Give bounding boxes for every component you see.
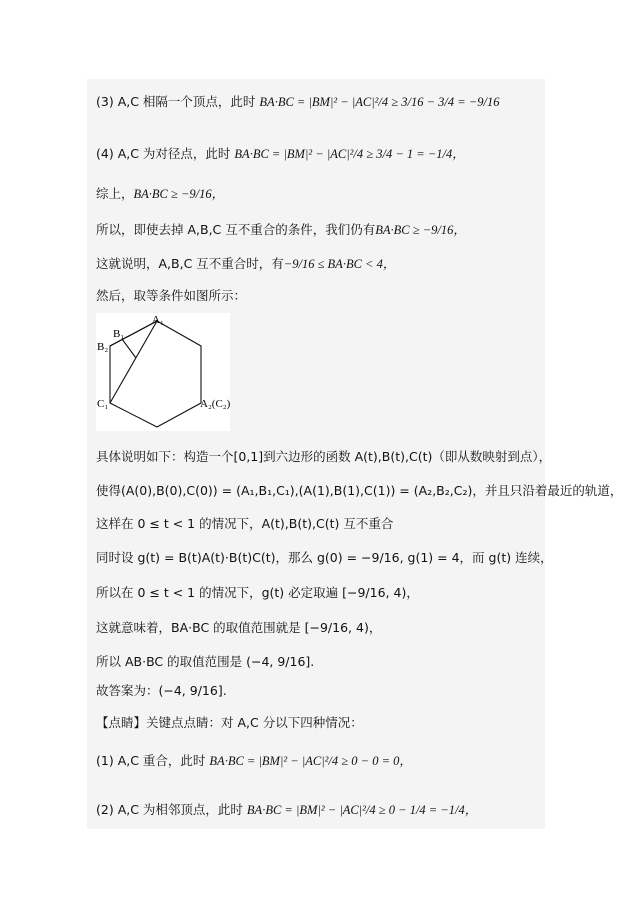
line-range: 这就说明，A,B,C 互不重合时，有−9/16 ≤ BA·BC < 4， — [96, 256, 396, 271]
segment-b1-foot — [122, 339, 136, 358]
line-answer: 故答案为：(−4, 9/16]. — [96, 683, 227, 698]
line-case-3: (3) A,C 相隔一个顶点，此时 BA·BC = |BM|² − |AC|²/4 ≥ 3/16 − 3/4 = −9/16 — [96, 94, 500, 109]
line-mapping: 使得(A(0),B(0),C(0)) = (A₁,B₁,C₁),(A(1),B(1),C(1)) = (A₂,B₂,C₂)，并且只沿着最近的轨道， — [96, 483, 623, 498]
label-a1: A₁ — [152, 314, 164, 326]
hexagon-figure — [96, 313, 230, 431]
hexagon-diagram — [96, 313, 230, 431]
line-construction: 具体说明如下：构造一个[0,1]到六边形的函数 A(t),B(t),C(t)（即从数映射到点）， — [96, 449, 552, 464]
line-summary: 综上，BA·BC ≥ −9/16， — [96, 186, 225, 201]
line-ab-bc-range: 所以 AB·BC 的取值范围是 (−4, 9/16]. — [96, 654, 315, 669]
line-distinct: 这样在 0 ≤ t < 1 的情况下，A(t),B(t),C(t) 互不重合 — [96, 516, 394, 531]
label-c1: C₁ — [97, 398, 109, 410]
line-gt-range: 所以在 0 ≤ t < 1 的情况下，g(t) 必定取遍 [−9/16, 4)， — [96, 585, 419, 600]
line-ba-bc-range: 这就意味着，BA·BC 的取值范围就是 [−9/16, 4)， — [96, 620, 382, 635]
line-case-1: (1) A,C 重合，此时 BA·BC = |BM|² − |AC|²/4 ≥ 0 − 0 = 0， — [96, 753, 412, 768]
line-key-point: 【点睛】关键点点睛：对 A,C 分以下四种情况： — [96, 715, 363, 730]
label-a2-c2: A₂(C₂) — [200, 398, 230, 410]
line-remove-condition: 所以，即使去掉 A,B,C 互不重合的条件，我们仍有BA·BC ≥ −9/16， — [96, 222, 466, 237]
line-gt: 同时设 g(t) = B(t)A(t)·B(t)C(t)，那么 g(0) = −9/16, g(1) = 4，而 g(t) 连续， — [96, 550, 553, 565]
label-b2: B₂ — [97, 341, 109, 353]
line-case-4: (4) A,C 为对径点，此时 BA·BC = |BM|² − |AC|²/4 ≥ 3/4 − 1 = −1/4， — [96, 146, 465, 161]
label-b1: B₁ — [113, 328, 125, 340]
line-case-2: (2) A,C 为相邻顶点，此时 BA·BC = |BM|² − |AC|²/4 ≥ 0 − 1/4 = −1/4， — [96, 802, 478, 817]
line-figure-intro: 然后，取等条件如图所示： — [96, 288, 247, 303]
